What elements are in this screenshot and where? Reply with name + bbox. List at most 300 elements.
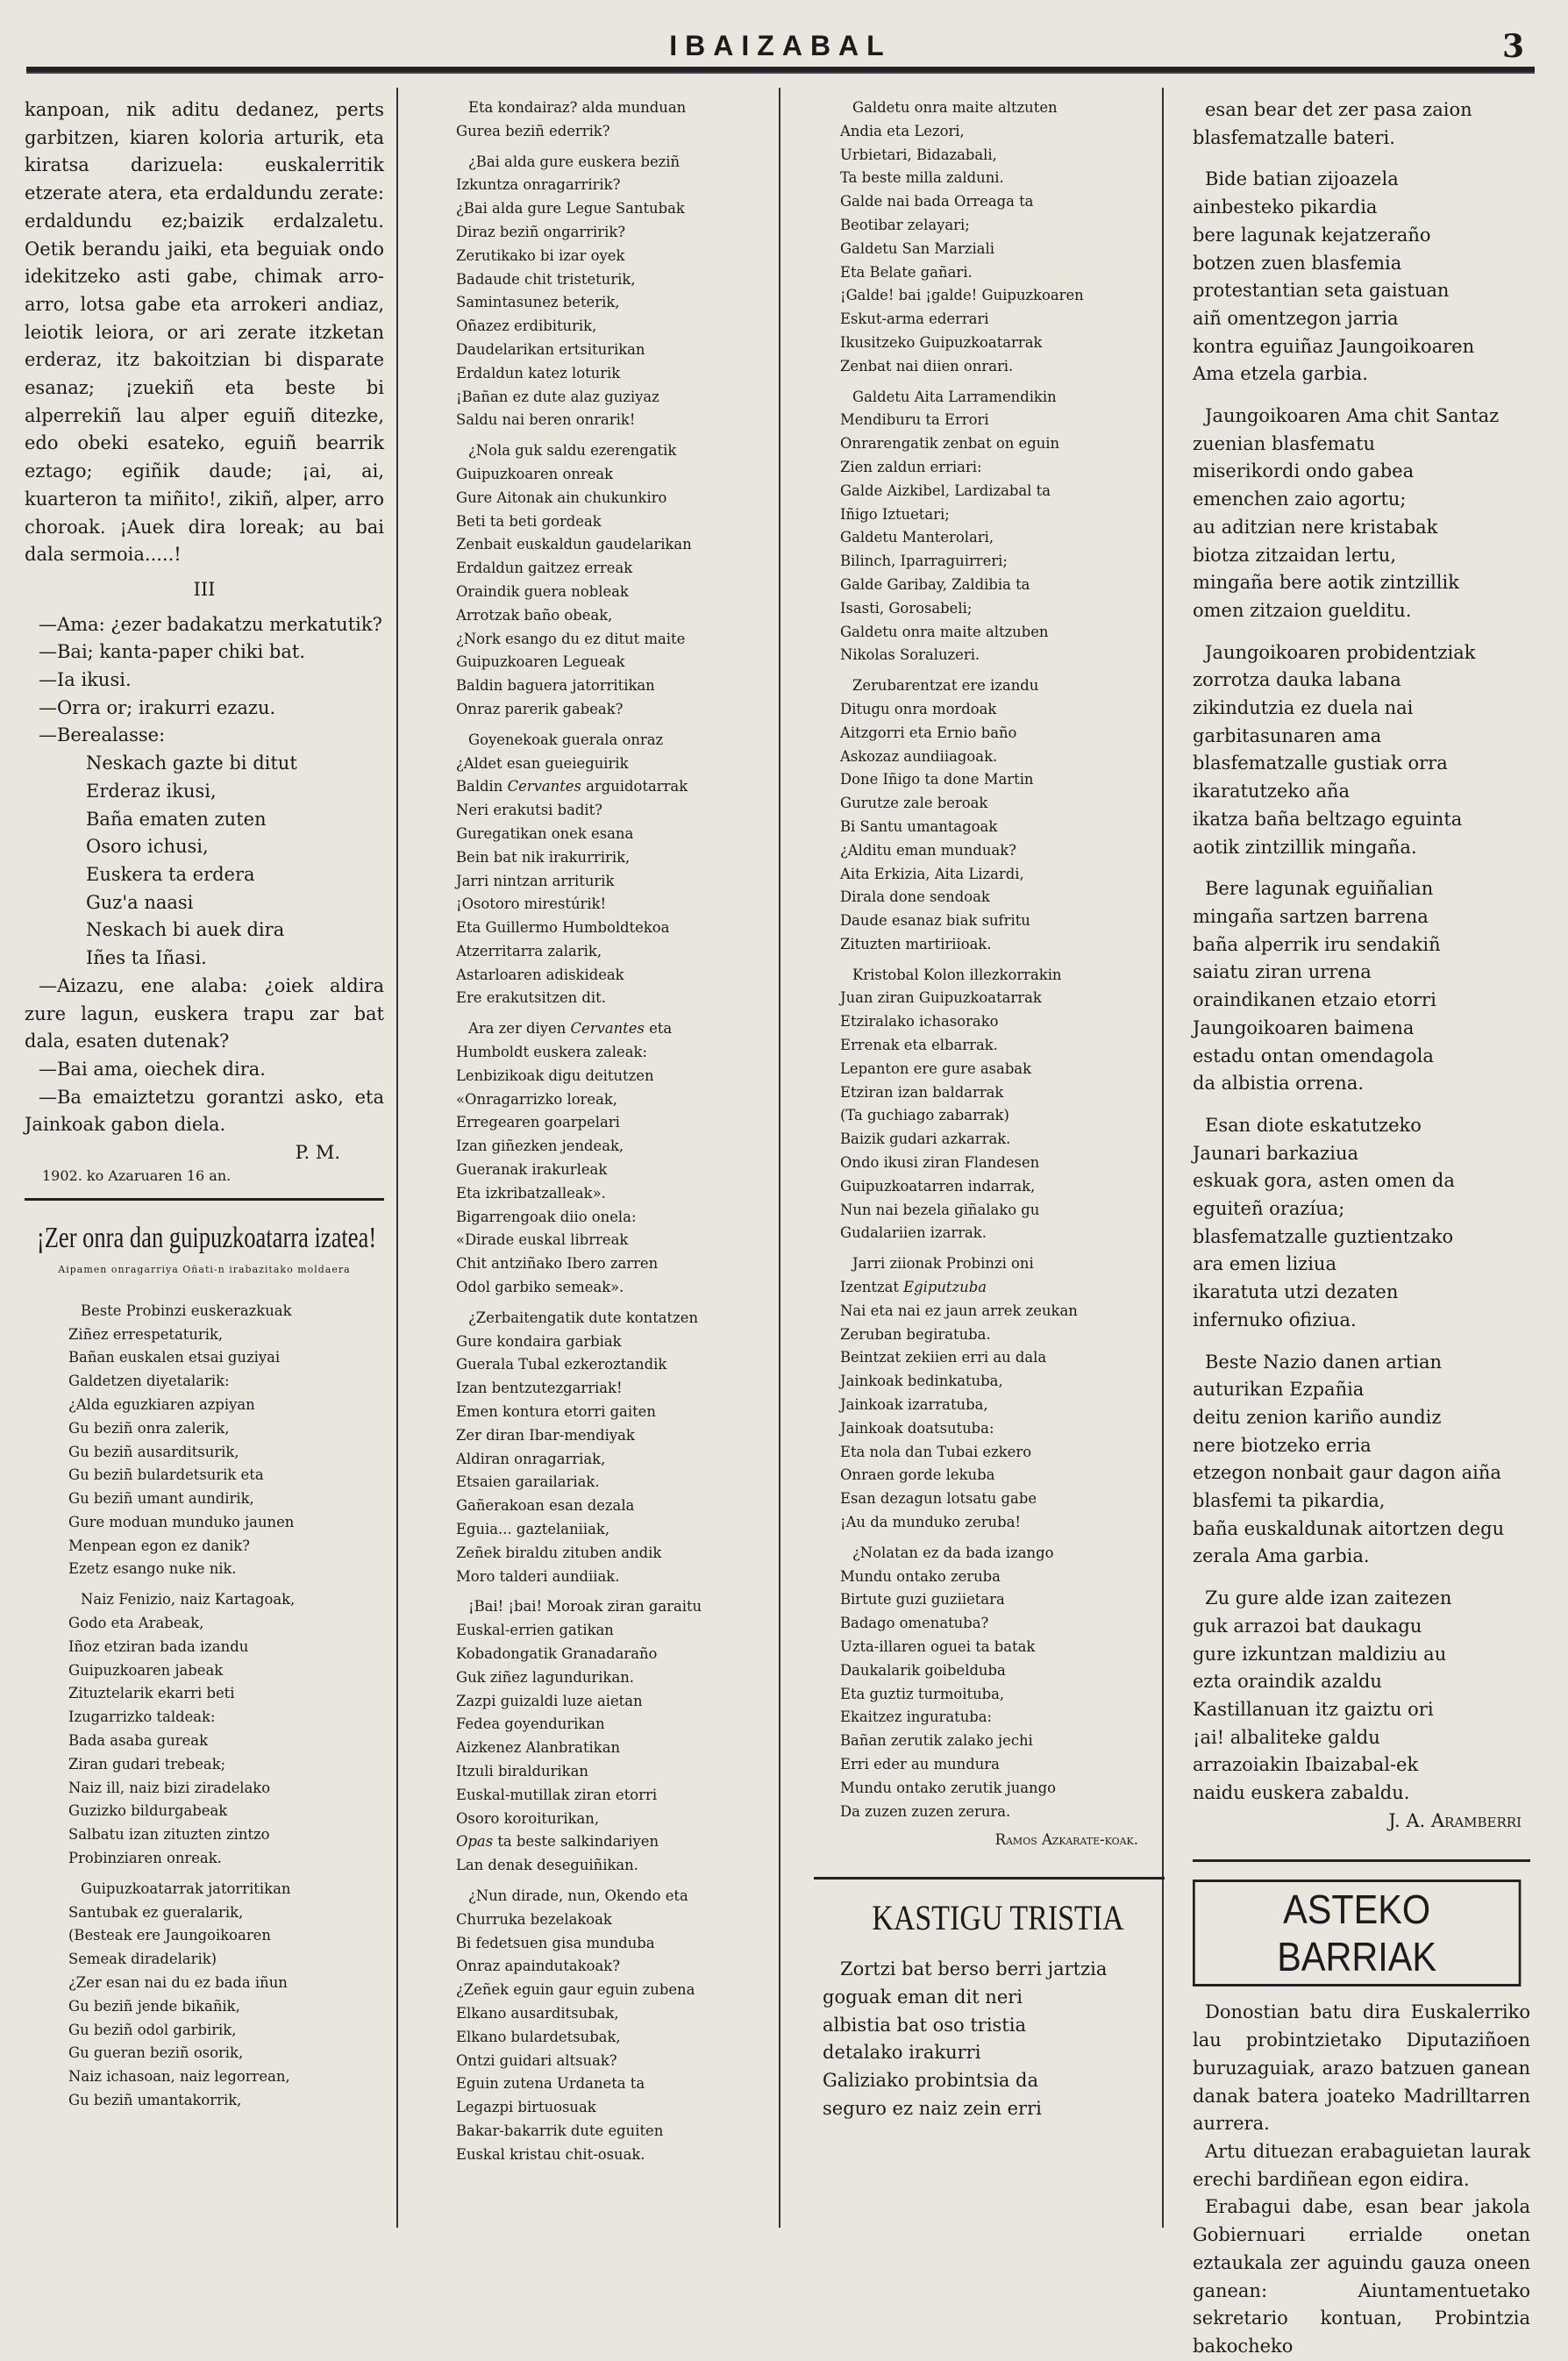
verse-line: Naiz Fenizio, naiz Kartagoak, bbox=[81, 1591, 296, 1608]
prose-paragraph: kanpoan, nik aditu dedanez, perts garbitzen, kiaren koloria arturik, eta kiratsa darizuela: euskalerritik etzerate atera, eta erdaldundu zerate: erdaldundu ez;baizik erdalzaletu. Oetik berandu jaiki, eta beguiak ondo idekitzeko asti gabe, chimak arro-arro, lotsa gabe eta arrokeri andiaz, leiotik leiora, or ari zerate itzketan erderaz, itz bakoitzian bi disparate esanaz; ¡zuekiñ eta beste bi alperrekiñ lau alper eguiñ ditezke, edo obeki esateko, eguiñ bearrik eztago; egiñik daude; ¡ai, ai, kuarteron ta miñito!, zikiñ, alper, arro choroak. ¡Auek dira loreak; au bai dala sermoia.....! bbox=[25, 99, 384, 566]
verse-line: zikindutzia ez duela nai bbox=[1193, 697, 1414, 719]
stanza bbox=[456, 1595, 772, 1878]
verse-line: ezta oraindik azaldu bbox=[1193, 1671, 1382, 1693]
verse-line: Onraz parerik gabeak? bbox=[456, 700, 624, 717]
verse-line: Kobadongatik Granadaraño bbox=[456, 1645, 658, 1662]
verse-line: Jainkoak izarratuba, bbox=[840, 1396, 988, 1414]
verse-line: Jarri ziionak Probinzi oni bbox=[852, 1255, 1034, 1273]
verse-line: Onraz apaindutakoak? bbox=[456, 1958, 620, 1975]
verse-line: Aldiran onragarriak, bbox=[456, 1450, 606, 1467]
verse-line: Beste Probinzi euskerazkuak bbox=[81, 1302, 292, 1319]
news-paragraph: Donostian batu dira Euskalerriko lau probintzietako Diputaziñoen buruzaguiak, arazo batzuen ganean danak batera joateko Madrilltarren aurrera. bbox=[1193, 2001, 1530, 2135]
verse-line: Nun nai bezela giñalako gu bbox=[840, 1201, 1040, 1218]
stanza bbox=[456, 151, 772, 433]
stanza bbox=[68, 1878, 384, 2113]
verse-line: Guregatikan onek esana bbox=[456, 824, 634, 842]
verse-line: Moro talderi aundiiak. bbox=[456, 1567, 620, 1585]
verse-line: Galdetu Manterolari, bbox=[840, 529, 994, 546]
verse-line: zuenian blasfematu bbox=[1193, 432, 1376, 454]
verse-line: Emen kontura etorri gaiten bbox=[456, 1403, 656, 1421]
verse-line: botzen zuen blasfemia bbox=[1193, 252, 1402, 274]
news-paragraph: Erabagui dabe, esan bear jakola Gobiernuari errialde onetan eztaukala zer aguindu gauza oneen ganean: Aiuntamentuetako sekretario kontuan, Probintzia bakocheko bbox=[1193, 2196, 1530, 2357]
verse-line: detalako irakurri bbox=[823, 2042, 981, 2064]
verse-line: Gañerakoan esan dezala bbox=[456, 1497, 635, 1515]
stanza bbox=[1193, 875, 1530, 1098]
verse-line: ¡Galde! bai ¡galde! Guipuzkoaren bbox=[840, 287, 1084, 304]
verse-line: Eta Guillermo Humboldtekoa bbox=[456, 919, 670, 937]
verse-line: Bide batian zijoazela bbox=[1205, 168, 1399, 190]
section-rule bbox=[814, 1877, 1165, 1880]
verse-line: infernuko ofiziua. bbox=[1193, 1309, 1357, 1330]
verse-line: Lan denak deseguiñikan. bbox=[456, 1857, 638, 1874]
verse-line: etzegon nonbait gaur dagon aiña bbox=[1193, 1462, 1501, 1484]
stanza bbox=[840, 1542, 1156, 1824]
verse-line: Zituztelarik ekarri beti bbox=[68, 1685, 235, 1702]
verse-line: Aitzgorri eta Ernio baño bbox=[840, 724, 1017, 741]
verse-line: seguro ez naiz zein erri bbox=[823, 2097, 1042, 2119]
verse-line: Baña ematen zuten bbox=[86, 808, 267, 830]
verse bbox=[86, 750, 384, 973]
verse-line: Aita Erkizia, Aita Lizardi, bbox=[840, 865, 1024, 882]
verse-line: Izkuntza onragarririk? bbox=[456, 176, 621, 194]
verse-line: Galde nai bada Orreaga ta bbox=[840, 193, 1034, 210]
verse-line: ¿Alditu eman munduak? bbox=[840, 841, 1016, 859]
verse-line: Bakar-bakarrik dute eguiten bbox=[456, 2122, 664, 2139]
verse-line: Urbietari, Bidazabali, bbox=[840, 146, 997, 163]
verse-line: Zu gure alde izan zaitezen bbox=[1205, 1587, 1452, 1609]
verse-line: ¿Zeñek eguin gaur eguin zubena bbox=[456, 1981, 695, 1999]
verse-line: kontra eguiñaz Jaungoikoaren bbox=[1193, 335, 1475, 357]
verse-line: Goyenekoak guerala onraz bbox=[468, 731, 664, 748]
verse-line: Beti ta beti gordeak bbox=[456, 512, 602, 530]
verse-line: Baldin Cervantes arguidotarrak bbox=[456, 778, 688, 795]
verse-line: albistia bat oso tristia bbox=[823, 2014, 1026, 2036]
signature: P. M. bbox=[295, 1142, 340, 1164]
verse-line: baña euskaldunak aitortzen degu bbox=[1193, 1517, 1505, 1539]
verse-line: Samintasunez beterik, bbox=[456, 294, 620, 311]
verse-line: biotza zitzaidan lertu, bbox=[1193, 544, 1397, 566]
verse-line: Eta kondairaz? alda munduan bbox=[468, 99, 687, 116]
verse-line: Erri eder au mundura bbox=[840, 1755, 1000, 1773]
verse-line: Itzuli biraldurikan bbox=[456, 1762, 588, 1780]
masthead bbox=[26, 26, 1535, 77]
section-number: III bbox=[193, 578, 216, 600]
verse-line: nere biotzeko erria bbox=[1193, 1434, 1372, 1456]
verse-line: «Dirade euskal librreak bbox=[456, 1231, 629, 1249]
verse-line: Neskach bi auek dira bbox=[86, 919, 285, 941]
stanza bbox=[456, 729, 772, 1011]
verse-line: naidu euskera zabaldu. bbox=[1193, 1782, 1410, 1804]
verse-line: Bada asaba gureak bbox=[68, 1732, 209, 1750]
stanza bbox=[456, 439, 772, 722]
verse-line: Zer diran Ibar-mendiyak bbox=[456, 1426, 635, 1444]
verse-line: auturikan Ezpañia bbox=[1193, 1379, 1365, 1401]
verse-line: esan bear det zer pasa zaion bbox=[1205, 99, 1472, 120]
verse-line: Neskach gazte bi ditut bbox=[86, 753, 297, 774]
verse-line: Eguin zutena Urdaneta ta bbox=[456, 2075, 645, 2093]
verse-line: Izan bentzutezgarriak! bbox=[456, 1380, 623, 1397]
verse-line: Daude esanaz biak sufritu bbox=[840, 912, 1030, 930]
verse-line: Zeñek biraldu zituben andik bbox=[456, 1544, 662, 1561]
verse-line: Da zuzen zuzen zerura. bbox=[840, 1802, 1011, 1820]
dialog-line: —Aizazu, ene alaba: ¿oiek aldira zure lagun, euskera trapu zar bat dala, esaten dutenak? bbox=[25, 974, 384, 1052]
verse-line: Atzerritarra zalarik, bbox=[456, 942, 602, 959]
verse-line: Galiziako probintsia da bbox=[823, 2069, 1038, 2091]
verse-line: Ontzi guidari altsuak? bbox=[456, 2051, 617, 2069]
verse-line: gure izkuntzan maldiziu au bbox=[1193, 1643, 1447, 1665]
poem bbox=[456, 96, 772, 2167]
verse-line: Zeruban begiratuba. bbox=[840, 1325, 991, 1343]
verse-line: Galdetu Aita Larramendikin bbox=[852, 388, 1057, 405]
verse-line: Elkano bulardetsubak, bbox=[456, 2028, 621, 2045]
verse-line: Galdetzen diyetalarik: bbox=[68, 1373, 230, 1390]
signature: J. A. Aramberri bbox=[1388, 1809, 1522, 1831]
verse-line: ¿Zerbaitengatik dute kontatzen bbox=[468, 1309, 699, 1326]
verse-line: Jaungoikoaren probidentziak bbox=[1205, 641, 1476, 663]
stanza bbox=[1193, 166, 1530, 389]
verse-line: Andia eta Lezori, bbox=[840, 122, 965, 139]
verse-line: Baizik gudari azkarrak. bbox=[840, 1131, 1011, 1148]
verse-line: mingaña sartzen barrena bbox=[1193, 905, 1429, 927]
stanza bbox=[840, 964, 1156, 1246]
verse-line: Baldin baguera jatorritikan bbox=[456, 677, 655, 695]
verse-line: Izentzat Egiputzuba bbox=[840, 1279, 987, 1296]
verse-line: Ere erakutsitzen dit. bbox=[456, 989, 606, 1007]
verse-line: arrazoiakin Ibaizabal-ek bbox=[1193, 1754, 1419, 1776]
verse-line: Gure moduan munduko jaunen bbox=[68, 1513, 295, 1530]
verse-line: Ziran gudari trebeak; bbox=[68, 1755, 226, 1773]
verse-line: Badaude chit tristeturik, bbox=[456, 270, 636, 288]
verse-line: Erdaldun katez loturik bbox=[456, 364, 621, 382]
verse-line: ¿Alda eguzkiaren azpiyan bbox=[68, 1395, 255, 1413]
verse-line: Mendiburu ta Errori bbox=[840, 411, 989, 429]
verse-line: zorrotza dauka labana bbox=[1193, 669, 1401, 691]
verse-line: Guipuzkoatarrak jatorritikan bbox=[81, 1880, 291, 1897]
verse-line: omen zitzaion guelditu. bbox=[1193, 599, 1412, 621]
verse-line: Kastillanuan itz gaiztu ori bbox=[1193, 1698, 1434, 1720]
stanza bbox=[456, 96, 772, 144]
verse-line: Done Iñigo ta done Martin bbox=[840, 771, 1034, 788]
page-number: 3 bbox=[1501, 28, 1524, 65]
verse-line: ¡ai! albaliteke galdu bbox=[1193, 1726, 1380, 1748]
section-rule bbox=[1193, 1859, 1530, 1862]
stanza bbox=[1193, 639, 1530, 862]
verse-line: Gu beziñ umant aundirik, bbox=[68, 1490, 254, 1508]
verse-line: Aizkenez Alanbratikan bbox=[456, 1739, 621, 1757]
verse-line: deitu zenion kariño aundiz bbox=[1193, 1406, 1442, 1428]
stanza bbox=[1193, 1112, 1530, 1335]
verse-line: Gu beziñ bulardetsurik eta bbox=[68, 1466, 264, 1484]
verse-line: Eta izkribatzalleak». bbox=[456, 1184, 606, 1202]
dialog-line: —Orra or; irakurri ezazu. bbox=[39, 696, 276, 718]
verse-line: Gu beziñ jende bikañik, bbox=[68, 1997, 240, 2015]
verse-line: blasfematzalle bateri. bbox=[1193, 126, 1395, 148]
verse-line: ara emen liziua bbox=[1193, 1253, 1336, 1275]
verse-line: Probinziaren onreak. bbox=[68, 1850, 222, 1867]
verse-line: eguiteñ orazíua; bbox=[1193, 1198, 1345, 1220]
column-divider bbox=[779, 88, 780, 2228]
verse-line: Eguia... gaztelaniiak, bbox=[456, 1521, 610, 1538]
verse-line: ¿Nun dirade, nun, Okendo eta bbox=[468, 1887, 688, 1904]
verse-line: Etsaien garailariak. bbox=[456, 1473, 600, 1491]
verse-line: Esan dezagun lotsatu gabe bbox=[840, 1490, 1037, 1508]
stanza bbox=[1193, 96, 1530, 152]
verse-line: Churruka bezelakoak bbox=[456, 1910, 612, 1928]
verse-line: ¿Nolatan ez da bada izango bbox=[852, 1544, 1054, 1561]
verse-line: Odol garbiko semeak». bbox=[456, 1279, 624, 1296]
verse-line: miserikordi ondo gabea bbox=[1193, 460, 1415, 482]
verse-line: bere lagunak kejatzeraño bbox=[1193, 224, 1431, 246]
verse-line: Guerala Tubal ezkeroztandik bbox=[456, 1356, 667, 1373]
verse-line: Zerubarentzat ere izandu bbox=[852, 677, 1039, 695]
verse-line: blasfematzalle guztientzako bbox=[1193, 1225, 1454, 1247]
verse-line: Erdaldun gaitzez erreak bbox=[456, 560, 633, 577]
date-line: 1902. ko Azaruaren 16 an. bbox=[42, 1166, 232, 1184]
verse-line: Galde Aizkibel, Lardizabal ta bbox=[840, 481, 1051, 499]
verse-line: Onraen gorde lekuba bbox=[840, 1466, 995, 1484]
verse-line: (Ta guchiago zabarrak) bbox=[840, 1107, 1009, 1124]
verse-line: ainbesteko pikardia bbox=[1193, 196, 1378, 218]
verse-line: Neri erakutsi badit? bbox=[456, 802, 602, 819]
column-1 bbox=[25, 96, 384, 2236]
verse-line: Salbatu izan zituzten zintzo bbox=[68, 1826, 270, 1844]
verse-line: Iñes ta Iñasi. bbox=[86, 947, 207, 969]
verse-line: Arrotzak baño obeak, bbox=[456, 606, 613, 624]
verse-line: Bi fedetsuen gisa munduba bbox=[456, 1934, 655, 1951]
verse-line: ¡Au da munduko zeruba! bbox=[840, 1514, 1021, 1531]
verse-line: Guk ziñez lagundurikan. bbox=[456, 1668, 634, 1686]
verse-line: au aditzian nere kristabak bbox=[1193, 516, 1438, 538]
verse-line: Elkano ausarditsubak, bbox=[456, 2004, 619, 2022]
verse-line: ¡Osotoro mirestúrik! bbox=[456, 895, 607, 913]
verse-line: Euskal-mutillak ziran etorri bbox=[456, 1786, 658, 1803]
verse-line: ¿Bai alda gure Legue Santubak bbox=[456, 200, 685, 218]
stanza bbox=[840, 386, 1156, 668]
verse-line: Guipuzkoatarren indarrak, bbox=[840, 1177, 1036, 1195]
verse-line: Lenbizikoak digu deitutzen bbox=[456, 1066, 654, 1084]
verse-line: Kristobal Kolon illezkorrakin bbox=[852, 966, 1062, 983]
verse-line: Gu beziñ umantakorrik, bbox=[68, 2092, 242, 2109]
stanza bbox=[840, 96, 1156, 379]
verse-line: Astarloaren adiskideak bbox=[456, 966, 624, 983]
verse-line: Gu gueran beziñ osorik, bbox=[68, 2044, 244, 2062]
dialog-line: —Ia ikusi. bbox=[39, 669, 132, 691]
verse-line: Birtute guzi guziietara bbox=[840, 1591, 1005, 1608]
masthead-rule bbox=[26, 67, 1535, 74]
section-rule bbox=[25, 1198, 384, 1201]
verse-line: ¿Nola guk saldu ezerengatik bbox=[468, 442, 677, 460]
verse-line: Ezetz esango nuke nik. bbox=[68, 1560, 237, 1578]
verse-line: Osoro ichusi, bbox=[86, 836, 209, 858]
verse-line: Dirala done sendoak bbox=[840, 888, 990, 906]
verse-line: Euskal-errien gatikan bbox=[456, 1622, 614, 1639]
verse-line: Isasti, Gorosabeli; bbox=[840, 599, 973, 617]
verse-line: Jainkoak doatsutuba: bbox=[840, 1419, 994, 1437]
verse-line: guk arrazoi bat daukagu bbox=[1193, 1615, 1422, 1637]
verse-line: Jaungoikoaren baimena bbox=[1193, 1016, 1415, 1038]
column-2 bbox=[456, 96, 772, 2236]
verse-line: Gure kondaira garbiak bbox=[456, 1332, 622, 1350]
verse-line: Erderaz ikusi, bbox=[86, 780, 217, 802]
verse-line: Ekaitzez inguratuba: bbox=[840, 1708, 993, 1726]
verse-line: Gurutze zale beroak bbox=[840, 795, 988, 812]
verse-line: Iñigo Iztuetari; bbox=[840, 505, 950, 523]
verse-line: zerala Ama garbia. bbox=[1193, 1545, 1370, 1567]
verse-line: blasfemi ta pikardia, bbox=[1193, 1490, 1386, 1512]
verse-line: saiatu ziran urrena bbox=[1193, 961, 1372, 983]
verse-line: Beste Nazio danen artian bbox=[1205, 1351, 1443, 1373]
verse-line: Lepanton ere gure asabak bbox=[840, 1059, 1032, 1077]
verse-line: Ditugu onra mordoak bbox=[840, 700, 997, 717]
verse-line: aotik zintzillik mingaña. bbox=[1193, 836, 1417, 858]
verse-line: Jaunari barkaziua bbox=[1193, 1142, 1359, 1164]
verse-line: mingaña bere aotik zintzillik bbox=[1193, 572, 1459, 594]
verse-line: Zien zaldun erriari: bbox=[840, 458, 982, 475]
verse-line: Ikusitzeko Guipuzkoatarrak bbox=[840, 333, 1043, 351]
column-3 bbox=[823, 96, 1156, 2236]
verse-line: Ondo ikusi ziran Flandesen bbox=[840, 1154, 1040, 1172]
verse-line: Guipuzkoaren jabeak bbox=[68, 1661, 224, 1679]
verse-line: Beintzat zekiien erri au dala bbox=[840, 1349, 1047, 1366]
verse-line: Gure Aitonak ain chukunkiro bbox=[456, 489, 667, 506]
verse-line: Galdetu onra maite altzuben bbox=[840, 623, 1049, 640]
masthead-title: IBAIZABAL bbox=[669, 30, 892, 61]
stanza bbox=[456, 1307, 772, 1589]
verse-line: Santubak ez gueralarik, bbox=[68, 1903, 244, 1921]
stanza bbox=[1193, 403, 1530, 625]
stanza bbox=[840, 1252, 1156, 1535]
verse-line: Fedea goyendurikan bbox=[456, 1715, 605, 1733]
verse-line: Onrarengatik zenbat on eguin bbox=[840, 435, 1060, 453]
verse-line: Zazpi guizaldi luze aietan bbox=[456, 1692, 643, 1709]
verse-line: Bi Santu umantagoak bbox=[840, 817, 998, 835]
verse-line: Juan ziran Guipuzkoatarrak bbox=[840, 989, 1042, 1007]
verse-line: Jaungoikoaren Ama chit Santaz bbox=[1205, 405, 1500, 427]
verse-line: aiñ omentzegon jarria bbox=[1193, 307, 1399, 329]
news-body bbox=[1193, 1999, 1530, 2360]
verse-line: Osoro koroiturikan, bbox=[456, 1809, 600, 1827]
verse-line: ikatza baña beltzago eguinta bbox=[1193, 808, 1463, 830]
verse-line: Euskera ta erdera bbox=[86, 863, 255, 885]
verse-line: Zortzi bat berso berri jartzia bbox=[840, 1958, 1108, 1980]
verse-line: Oraindik guera nobleak bbox=[456, 582, 629, 600]
verse-line: Guz'a naasi bbox=[86, 891, 194, 913]
poem bbox=[68, 1300, 384, 2113]
verse-line: ¿Bai alda gure euskera beziñ bbox=[468, 153, 681, 170]
stanza bbox=[68, 1300, 384, 1582]
poem bbox=[840, 96, 1156, 1823]
verse-line: baña alperrik iru sendakiñ bbox=[1193, 933, 1441, 955]
verse-line: Mundu ontako zerutik juango bbox=[840, 1779, 1056, 1796]
verse-line: Opas ta beste salkindariyen bbox=[456, 1833, 659, 1851]
verse-line: Bañan euskalen etsai guziyai bbox=[68, 1349, 281, 1366]
dialog bbox=[25, 611, 384, 751]
verse-line: Nikolas Soraluzeri. bbox=[840, 646, 980, 664]
verse-line: Guipuzkoaren onreak bbox=[456, 465, 614, 482]
news-paragraph: Artu dituezan erabaguietan laurak erechi bardiñean egon eidira. bbox=[1193, 2141, 1530, 2190]
verse-line: Oñazez erdibiturik, bbox=[456, 317, 597, 335]
verse-line: ikaratutzeko aña bbox=[1193, 781, 1351, 802]
stanza bbox=[840, 674, 1156, 957]
verse-line: ¡Bañan ez dute alaz guziyaz bbox=[456, 388, 659, 405]
verse-line: Errenak eta elbarrak. bbox=[840, 1037, 998, 1054]
verse-line: Daudelarikan ertsiturikan bbox=[456, 340, 645, 358]
stanza bbox=[456, 1017, 772, 1300]
verse-line: Semeak diradelarik) bbox=[68, 1951, 217, 1968]
stanza bbox=[456, 1885, 772, 2167]
verse-line: ¡Bai! ¡bai! Moroak ziran garaitu bbox=[468, 1598, 702, 1616]
verse-line: Guipuzkoaren Legueak bbox=[456, 653, 625, 671]
verse-line: Ama etzela garbia. bbox=[1193, 363, 1368, 385]
verse-line: Bañan zerutik zalako jechi bbox=[840, 1732, 1033, 1750]
verse-line: Etziran izan baldarrak bbox=[840, 1083, 1004, 1101]
verse-line: «Onragarrizko loreak, bbox=[456, 1090, 618, 1108]
verse-line: estadu ontan omendagola bbox=[1193, 1045, 1434, 1066]
verse-line: Godo eta Arabeak, bbox=[68, 1615, 204, 1632]
verse-line: Gu beziñ ausarditsurik, bbox=[68, 1443, 239, 1460]
verse-line: Galdetu onra maite altzuten bbox=[852, 99, 1058, 116]
verse-line: ikaratuta utzi dezaten bbox=[1193, 1281, 1399, 1303]
verse-line: protestantian seta gaistuan bbox=[1193, 280, 1450, 302]
verse-line: Saldu nai beren onrarik! bbox=[456, 411, 636, 429]
verse-line: Gueranak irakurleak bbox=[456, 1161, 608, 1179]
article-subheading: Aipamen onragarriya Oñati-n irabazitako moldaera bbox=[58, 1263, 351, 1275]
verse-line: Menpean egon ez danik? bbox=[68, 1537, 250, 1554]
verse-line: Ziñez errespetaturik, bbox=[68, 1325, 224, 1343]
verse-line: Gudalariien izarrak. bbox=[840, 1224, 987, 1242]
verse-line: Euskal kristau chit-osuak. bbox=[456, 2145, 645, 2163]
verse-line: oraindikanen etzaio etorri bbox=[1193, 989, 1436, 1011]
verse-line: Diraz beziñ ongarririk? bbox=[456, 223, 626, 240]
verse-line: Humboldt euskera zaleak: bbox=[456, 1044, 647, 1061]
verse-line: Beotibar zelayari; bbox=[840, 216, 970, 233]
verse-line: Jainkoak bedinkatuba, bbox=[840, 1373, 1003, 1390]
dialog-line: —Bai; kanta-paper chiki bat. bbox=[39, 641, 305, 663]
column-4 bbox=[1193, 96, 1530, 2357]
verse-line: Iñoz etziran bada izandu bbox=[68, 1637, 249, 1655]
verse-line: Zerutikako bi izar oyek bbox=[456, 246, 625, 264]
verse-line: Guzizko bildurgabeak bbox=[68, 1802, 228, 1820]
verse-line: Zenbat nai diien onrari. bbox=[840, 357, 1014, 374]
verse-line: Ara zer diyen Cervantes eta bbox=[468, 1020, 673, 1038]
dialog-line: —Ama: ¿ezer badakatzu merkatutik? bbox=[39, 613, 382, 635]
verse-line: Etziralako ichasorako bbox=[840, 1013, 999, 1031]
verse-line: garbitasunaren ama bbox=[1193, 724, 1382, 746]
verse-line: Bein bat nik irakurririk, bbox=[456, 848, 631, 866]
verse-line: Eskut-arma ederrari bbox=[840, 310, 989, 328]
verse-line: Ta beste milla zalduni. bbox=[840, 169, 1004, 187]
verse-line: Zenbait euskaldun gaudelarikan bbox=[456, 536, 692, 553]
verse-line: Gu beziñ onra zalerik, bbox=[68, 1419, 230, 1437]
verse-line: Erregearen goarpelari bbox=[456, 1114, 620, 1131]
article-heading: KASTIGU TRISTIA bbox=[872, 1898, 1124, 1938]
poem bbox=[1193, 96, 1530, 1808]
verse-line: Badago omenatuba? bbox=[840, 1615, 989, 1632]
verse-line: (Besteak ere Jaungoikoaren bbox=[68, 1927, 271, 1944]
verse-line: Galdetu San Marziali bbox=[840, 239, 994, 257]
verse-line: Naiz ichasoan, naiz legorrean, bbox=[68, 2068, 290, 2086]
verse-line: emenchen zaio agortu; bbox=[1193, 489, 1407, 510]
verse-line: Bilinch, Iparraguirreri; bbox=[840, 553, 1008, 570]
stanza bbox=[68, 1588, 384, 1871]
verse-line: Eta guztiz turmoituba, bbox=[840, 1685, 1005, 1702]
column-divider bbox=[1162, 88, 1164, 2228]
verse-line: Mundu ontako zeruba bbox=[840, 1567, 1001, 1585]
stanza bbox=[1193, 1349, 1530, 1572]
verse-line: Izan giñezken jendeak, bbox=[456, 1138, 624, 1155]
verse-line: Uzta-illaren oguei ta batak bbox=[840, 1638, 1036, 1655]
verse-line: Eta Belate gañari. bbox=[840, 263, 973, 281]
